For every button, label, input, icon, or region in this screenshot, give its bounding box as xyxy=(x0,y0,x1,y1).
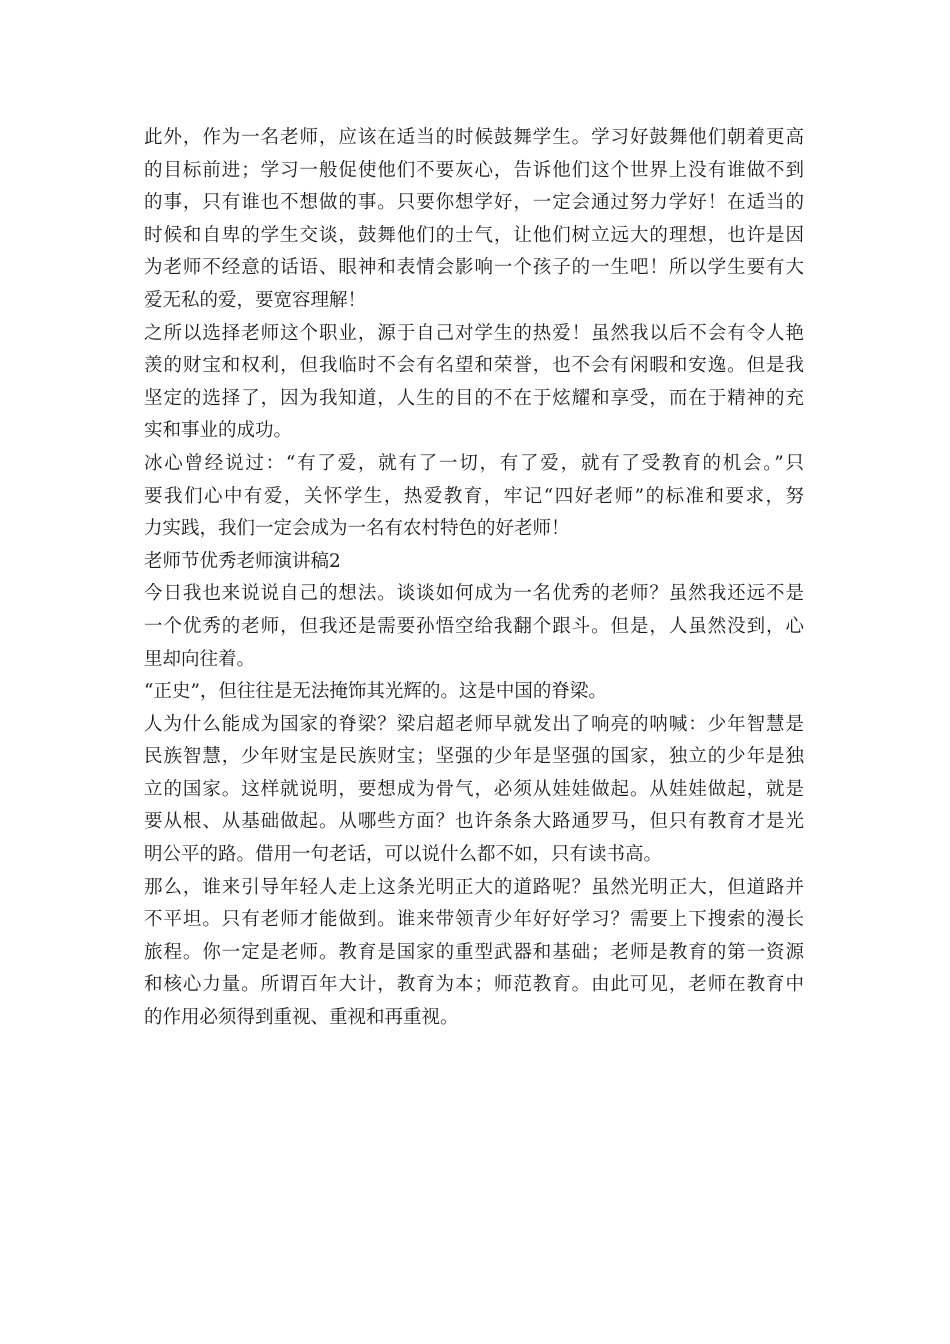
document-body xyxy=(144,122,804,1035)
text-line: 冰心曾经说过：“有了爱，就有了一切，有了爱，就有了受教育的机会。”只 xyxy=(144,452,804,474)
text-line: 此外，作为一名老师，应该在适当的时候鼓舞学生。学习好鼓舞他们朝着更高 xyxy=(144,127,804,148)
text-line: 民族智慧，少年财宝是民族财宝；坚强的少年是坚强的国家，独立的少年是独 xyxy=(144,746,804,768)
text-line: 爱无私的爱，要宽容理解！ xyxy=(144,289,367,311)
text-line: 明公平的路。借用一句老话，可以说什么都不如，只有读书高。 xyxy=(144,844,663,866)
text-line: 为老师不经意的话语、眼神和表情会影响一个孩子的一生吧！所以学生要有大 xyxy=(144,257,804,279)
text-line: 旅程。你一定是老师。教育是国家的重型武器和基础；老师是教育的第一资源 xyxy=(144,941,804,963)
text-line: 的作用必须得到重视、重视和再重视。 xyxy=(144,1007,459,1029)
text-line: “正史”，但往往是无法掩饰其光辉的。这是中国的脊梁。 xyxy=(144,681,607,703)
text-line: 人为什么能成为国家的脊梁？梁启超老师早就发出了响亮的呐喊：少年智慧是 xyxy=(144,713,804,735)
text-line: 那么，谁来引导年轻人走上这条光明正大的道路呢？虽然光明正大，但道路并 xyxy=(144,876,804,898)
text-line: 实和事业的成功。 xyxy=(144,420,293,442)
text-line: 时候和自卑的学生交谈，鼓舞他们的士气，让他们树立远大的理想，也许是因 xyxy=(144,224,804,246)
text-line: 一个优秀的老师，但我还是需要孙悟空给我翻个跟斗。但是，人虽然没到，心 xyxy=(144,615,804,637)
text-line: 不平坦。只有老师才能做到。谁来带领青少年好好学习？需要上下搜索的漫长 xyxy=(144,909,804,931)
text-line: 立的国家。这样就说明，要想成为骨气，必须从娃娃做起。从娃娃做起，就是 xyxy=(144,778,804,800)
text-line: 之所以选择老师这个职业，源于自己对学生的热爱！虽然我以后不会有令人艳 xyxy=(144,322,804,344)
text-line: 和核心力量。所谓百年大计，教育为本；师范教育。由此可见，老师在教育中 xyxy=(144,974,804,996)
text-line: 力实践，我们一定会成为一名有农村特色的好老师！ xyxy=(144,518,570,540)
text-line: 坚定的选择了，因为我知道，人生的目的不在于炫耀和享受，而在于精神的充 xyxy=(144,387,804,409)
section-heading: 老师节优秀老师演讲稿2 xyxy=(144,550,341,572)
text-line: 要我们心中有爱，关怀学生，热爱教育，牢记“四好老师”的标准和要求，努 xyxy=(144,485,804,507)
text-line: 羡的财宝和权利，但我临时不会有名望和荣誉，也不会有闲暇和安逸。但是我 xyxy=(144,355,804,377)
text-line: 今日我也来说说自己的想法。谈谈如何成为一名优秀的老师？虽然我还远不是 xyxy=(144,583,804,605)
text-line: 的目标前进；学习一般促使他们不要灰心，告诉他们这个世界上没有谁做不到 xyxy=(144,159,804,181)
text-line: 里却向往着。 xyxy=(144,648,256,670)
text-line: 要从根、从基础做起。从哪些方面？也许条条大路通罗马，但只有教育才是光 xyxy=(144,811,804,833)
text-line: 的事，只有谁也不想做的事。只要你想学好，一定会通过努力学好！在适当的 xyxy=(144,192,804,214)
